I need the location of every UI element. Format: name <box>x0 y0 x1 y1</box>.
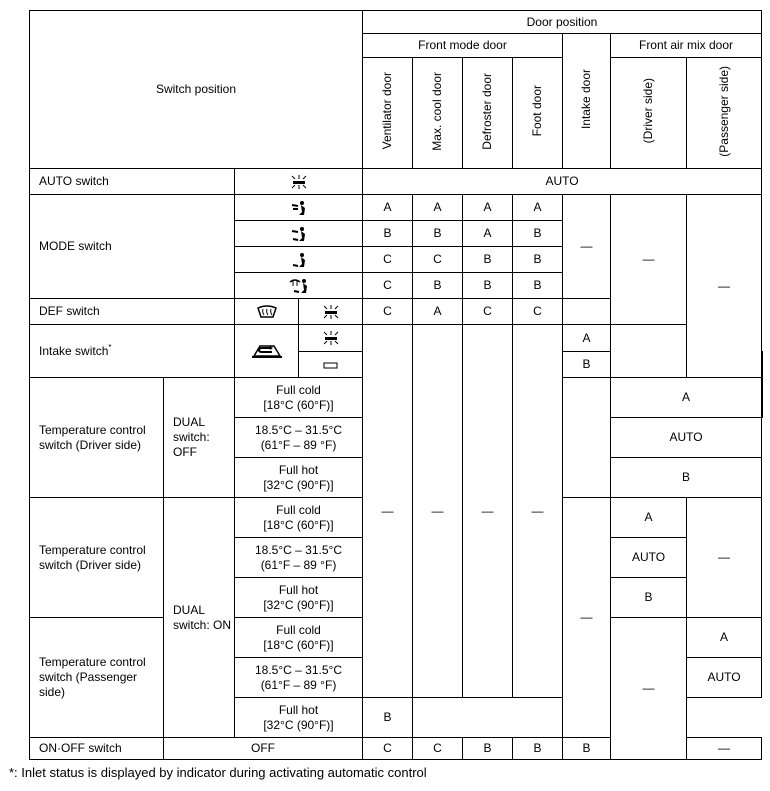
off-full-hot-airmix: B <box>611 458 762 498</box>
intake-symbol-cell <box>235 325 299 378</box>
mode-foot-defroster: B <box>463 247 513 273</box>
on-driver-mid: 18.5°C – 31.5°C (61°F – 89 °F) <box>235 538 363 578</box>
off-full-cold: Full cold [18°C (60°F)] <box>235 378 363 418</box>
foot-dash: — <box>513 325 563 698</box>
intake-off-cell <box>299 352 363 378</box>
onoff-ventilator: C <box>363 738 413 760</box>
onoff-position: OFF <box>164 738 363 760</box>
indicator-lit-icon <box>321 331 341 345</box>
temp-driver-on-label: Temperature control switch (Driver side) <box>30 498 164 618</box>
def-symbol-cell <box>235 299 299 325</box>
onoff-defroster: B <box>463 738 513 760</box>
def-switch-label: DEF switch <box>30 299 235 325</box>
intake-door-header: Intake door <box>563 34 611 169</box>
max-cool-door-header: Max. cool door <box>413 58 463 169</box>
intake-driver-blank <box>611 325 687 378</box>
driver-side-header: (Driver side) <box>611 58 687 169</box>
def-defroster: C <box>463 299 513 325</box>
off-full-hot: Full hot [32°C (90°F)] <box>235 458 363 498</box>
mode-passenger-value: — <box>687 195 762 378</box>
temp-driver-off-label: Temperature control switch (Driver side) <box>30 378 164 498</box>
intake-lit-cell <box>299 325 363 352</box>
def-intake-blank <box>563 299 611 325</box>
mode-vent-foot: A <box>513 195 563 221</box>
footnote: *: Inlet status is displayed by indicator during activating automatic control <box>9 765 427 780</box>
on-driver-full-hot: Full hot [32°C (90°F)] <box>235 578 363 618</box>
intake-switch-label: Intake switch* <box>30 325 235 378</box>
off-mid: 18.5°C – 31.5°C (61°F – 89 °F) <box>235 418 363 458</box>
mode-foot-def-defroster: B <box>463 273 513 299</box>
door-position-header: Door position <box>363 11 762 34</box>
def-foot: C <box>513 299 563 325</box>
mode-vent-cell <box>235 195 363 221</box>
recirculation-icon <box>252 343 282 359</box>
max-cool-dash: — <box>413 325 463 698</box>
mode-bilevel-cell <box>235 221 363 247</box>
mode-driver-value: — <box>611 195 687 325</box>
ventilator-door-header: Ventilator door <box>363 58 413 169</box>
mode-foot-def-foot: B <box>513 273 563 299</box>
onoff-intake: B <box>563 738 611 760</box>
front-air-mix-door-header: Front air mix door <box>611 34 762 58</box>
auto-switch-label: AUTO switch <box>30 169 235 195</box>
indicator-off-icon <box>323 361 339 369</box>
indicator-lit-icon <box>321 305 341 319</box>
on-pass-full-hot: Full hot [32°C (90°F)] <box>235 698 363 738</box>
def-indicator-cell <box>299 299 363 325</box>
ventilator-dash: — <box>363 325 413 698</box>
temp-intake-blank <box>563 378 611 498</box>
defroster-door-header: Defroster door <box>463 58 513 169</box>
front-defroster-icon <box>256 305 278 319</box>
auto-indicator-cell <box>235 169 363 195</box>
foot-door-header: Foot door <box>513 58 563 169</box>
mode-vent-ventilator: A <box>363 195 413 221</box>
mode-foot-def-cell <box>235 273 363 299</box>
onoff-foot: B <box>513 738 563 760</box>
on-pass-driver-dash: — <box>611 618 687 760</box>
mode-foot-foot: B <box>513 247 563 273</box>
indicator-lit-icon <box>289 175 309 189</box>
mode-bilevel-defroster: A <box>463 221 513 247</box>
off-full-cold-airmix: A <box>611 378 762 418</box>
on-pass-full-cold-value: A <box>687 618 762 658</box>
mode-foot-defrost-icon <box>289 278 309 294</box>
on-pass-full-hot-value: B <box>363 698 413 738</box>
defroster-dash: — <box>463 325 513 698</box>
on-pass-mid-value: AUTO <box>687 658 762 698</box>
dual-off-label: DUAL switch: OFF <box>164 378 235 498</box>
mode-vent-max-cool: A <box>413 195 463 221</box>
intake-lit-value: A <box>563 325 611 352</box>
on-intake-dash: — <box>563 498 611 738</box>
on-driver-mid-value: AUTO <box>611 538 687 578</box>
mode-bilevel-icon <box>291 226 307 242</box>
front-mode-door-header: Front mode door <box>363 34 563 58</box>
mode-foot-max-cool: C <box>413 247 463 273</box>
auto-value: AUTO <box>363 169 762 195</box>
on-driver-full-cold-value: A <box>611 498 687 538</box>
mode-foot-cell <box>235 247 363 273</box>
onoff-switch-label: ON·OFF switch <box>30 738 164 760</box>
switch-position-header: Switch position <box>30 11 363 169</box>
mode-intake-value: — <box>563 195 611 299</box>
intake-off-value: B <box>563 352 611 378</box>
def-ventilator: C <box>363 299 413 325</box>
onoff-max-cool: C <box>413 738 463 760</box>
on-driver-passenger-dash: — <box>687 498 762 618</box>
on-driver-full-cold: Full cold [18°C (60°F)] <box>235 498 363 538</box>
mode-vent-icon <box>291 200 307 216</box>
mode-foot-icon <box>291 252 307 268</box>
mode-bilevel-foot: B <box>513 221 563 247</box>
mode-switch-label: MODE switch <box>30 195 235 299</box>
on-pass-mid: 18.5°C – 31.5°C (61°F – 89 °F) <box>235 658 363 698</box>
intake-passenger-blank <box>762 352 763 418</box>
off-mid-airmix: AUTO <box>611 418 762 458</box>
on-pass-full-cold: Full cold [18°C (60°F)] <box>235 618 363 658</box>
mode-bilevel-ventilator: B <box>363 221 413 247</box>
on-driver-full-hot-value: B <box>611 578 687 618</box>
mode-foot-def-max-cool: B <box>413 273 463 299</box>
door-position-table <box>29 10 763 760</box>
mode-foot-ventilator: C <box>363 247 413 273</box>
passenger-side-header: (Passenger side) <box>687 58 762 169</box>
dual-on-label: DUAL switch: ON <box>164 498 235 738</box>
temp-passenger-label: Temperature control switch (Passenger side) <box>30 618 164 738</box>
mode-foot-def-ventilator: C <box>363 273 413 299</box>
onoff-passenger: — <box>687 738 762 760</box>
mode-vent-defroster: A <box>463 195 513 221</box>
def-max-cool: A <box>413 299 463 325</box>
mode-bilevel-max-cool: B <box>413 221 463 247</box>
